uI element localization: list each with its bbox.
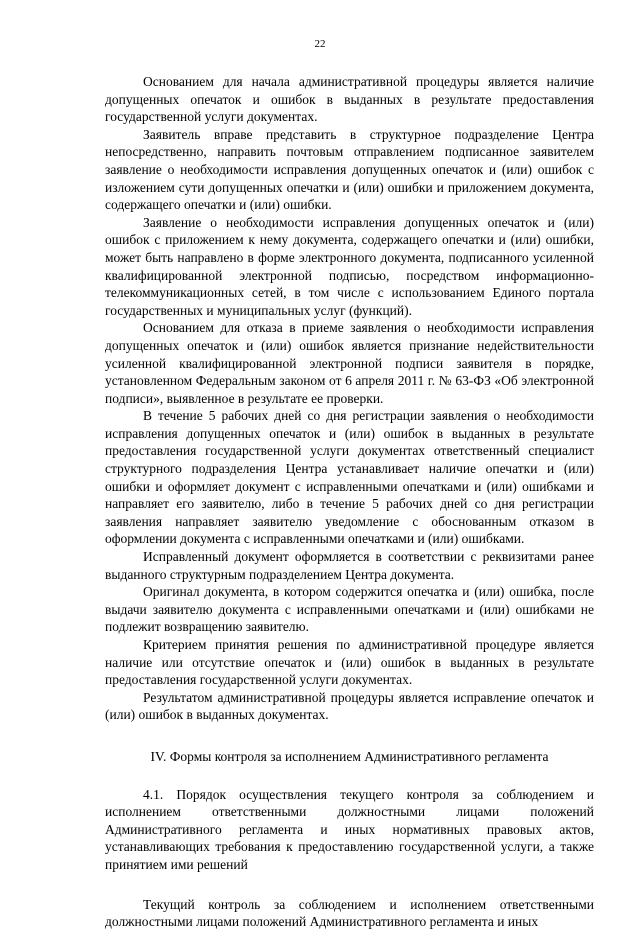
paragraph-decision-criterion: Критерием принятия решения по административной процедуре является наличие или отсутствие опечаток и (или) ошибок в выданных в результате предоставления государственной услуги документах. [105,637,594,688]
paragraph-five-day-term: В течение 5 рабочих дней со дня регистрации заявления о необходимости исправления допущенных опечаток и (или) ошибок в выданных в результате предоставления государственной услуги документах ответственный специалист структурного подразделения Центра устанавливает наличие опечатки и (или) ошибки и оформляет документ с исправленными опечатками и (или) ошибками и направляет его заявителю, либо в течение 5 рабочих дней со дня регистрации заявления направляет заявителю уведомление с обоснованным отказом в оформлении документа с исправленными опечатками и (или) ошибками. [105,408,594,547]
section-heading: IV. Формы контроля за исполнением Административного регламента [150,748,549,764]
paragraph-basis: Основанием для начала административной процедуры является наличие допущенных опечаток и ошибок в выданных в результате предоставления государственной услуги документах. [105,74,594,125]
paragraph-original-document: Оригинал документа, в котором содержится опечатка и (или) ошибка, после выдачи заявителю документа с исправленными опечатками и (или) ошибками не подлежит возвращению заявителю. [105,584,594,635]
paragraph-procedure-result: Результатом административной процедуры является исправление опечаток и (или) ошибок в выданных документах. [105,689,594,723]
page-number: 22 [314,38,326,50]
paragraph-current-control: Текущий контроль за соблюдением и исполнением ответственными должностными лицами положений Административного регламента и иных [105,896,594,930]
paragraph-applicant-submission: Заявитель вправе представить в структурное подразделение Центра непосредственно, направить почтовым отправлением подписанное заявителем заявление о необходимости исправления допущенных опечаток и (или) ошибок с изложением сути допущенных опечатки и (или) ошибки и приложением документа, содержащего опечатки и (или) ошибки. [105,126,594,213]
document-body [105,73,594,931]
paragraph-corrected-document: Исправленный документ оформляется в соответствии с реквизитами ранее выданного структурным подразделением Центра документа. [105,549,594,582]
subsection-title: 4.1. Порядок осуществления текущего контроля за соблюдением и исполнением ответственными должностными лицами положений Административного регламента и иных нормативных правовых актов, устанавливающих требования к предоставлению государственной услуги, а также принятием ими решений [105,786,594,872]
paragraph-electronic-form: Заявление о необходимости исправления допущенных опечаток и (или) ошибок с приложением к нему документа, содержащего опечатки и (или) ошибки, может быть направлено в форме электронного документа, подписанного усиленной квалифицированной электронной подписью, посредством информационно-телекоммуникационных сетей, в том числе с использованием Единого портала государственных и муниципальных услуг (функций). [105,214,594,318]
paragraph-refusal-grounds: Основанием для отказа в приеме заявления о необходимости исправления допущенных опечаток и (или) ошибок является признание недействительности усиленной квалифицированной электронной подписи заявителя в порядке, установленном Федеральным законом от 6 апреля 2011 г. № 63-ФЗ «Об электронной подписи», выявленное в результате ее проверки. [105,320,594,406]
